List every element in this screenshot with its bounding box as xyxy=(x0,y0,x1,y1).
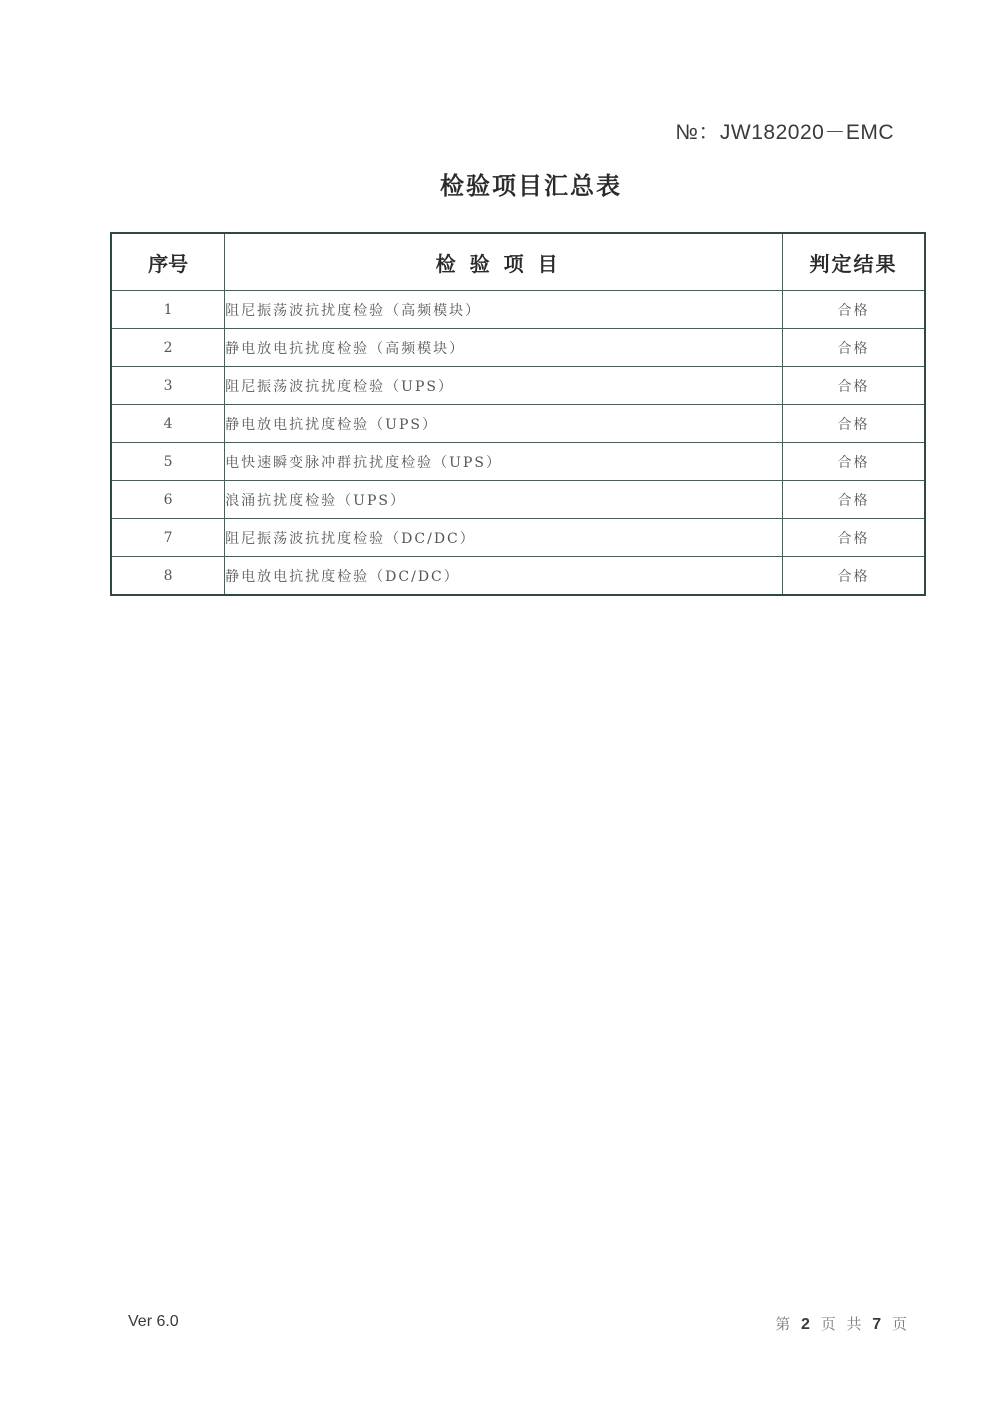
header-serial-number: 序号 xyxy=(111,233,225,291)
row-result: 合格 xyxy=(783,557,925,596)
row-serial-number: 2 xyxy=(111,329,225,367)
row-serial-number: 6 xyxy=(111,481,225,519)
row-serial-number: 8 xyxy=(111,557,225,596)
row-inspection-item: 电快速瞬变脉冲群抗扰度检验（UPS） xyxy=(225,443,783,481)
row-inspection-item: 静电放电抗扰度检验（高频模块） xyxy=(225,329,783,367)
header-judgement-result: 判定结果 xyxy=(783,233,925,291)
page-prefix: 第 xyxy=(775,1315,791,1333)
inspection-summary-table xyxy=(110,232,926,596)
row-serial-number: 4 xyxy=(111,405,225,443)
row-inspection-item: 静电放电抗扰度检验（UPS） xyxy=(225,405,783,443)
version-label: Ver 6.0 xyxy=(128,1313,179,1330)
page-suffix: 页 xyxy=(891,1315,907,1333)
table-row xyxy=(111,481,925,519)
row-inspection-item: 浪涌抗扰度检验（UPS） xyxy=(225,481,783,519)
row-inspection-item: 阻尼振荡波抗扰度检验（高频模块） xyxy=(225,291,783,329)
row-inspection-item: 阻尼振荡波抗扰度检验（UPS） xyxy=(225,367,783,405)
table-header-row xyxy=(111,233,925,291)
row-serial-number: 7 xyxy=(111,519,225,557)
row-result: 合格 xyxy=(783,519,925,557)
page-total: 7 xyxy=(872,1316,882,1333)
page-mid: 页 共 xyxy=(820,1315,862,1333)
page-current: 2 xyxy=(801,1316,810,1333)
row-result: 合格 xyxy=(783,291,925,329)
table-row xyxy=(111,443,925,481)
table-row xyxy=(111,519,925,557)
table-row xyxy=(111,291,925,329)
table-row xyxy=(111,367,925,405)
row-serial-number: 5 xyxy=(111,443,225,481)
row-result: 合格 xyxy=(783,405,925,443)
header-inspection-item: 检验项目 xyxy=(225,233,783,291)
row-serial-number: 1 xyxy=(111,291,225,329)
row-result: 合格 xyxy=(783,481,925,519)
row-result: 合格 xyxy=(783,443,925,481)
table-row xyxy=(111,405,925,443)
page-title: 检验项目汇总表 xyxy=(440,172,622,200)
row-inspection-item: 阻尼振荡波抗扰度检验（DC/DC） xyxy=(225,519,783,557)
row-inspection-item: 静电放电抗扰度检验（DC/DC） xyxy=(225,557,783,596)
row-result: 合格 xyxy=(783,329,925,367)
row-serial-number: 3 xyxy=(111,367,225,405)
table-row xyxy=(111,557,925,596)
page-indicator xyxy=(775,1313,907,1334)
document-number: №：JW182020－EMC xyxy=(675,121,894,144)
row-result: 合格 xyxy=(783,367,925,405)
table-row xyxy=(111,329,925,367)
